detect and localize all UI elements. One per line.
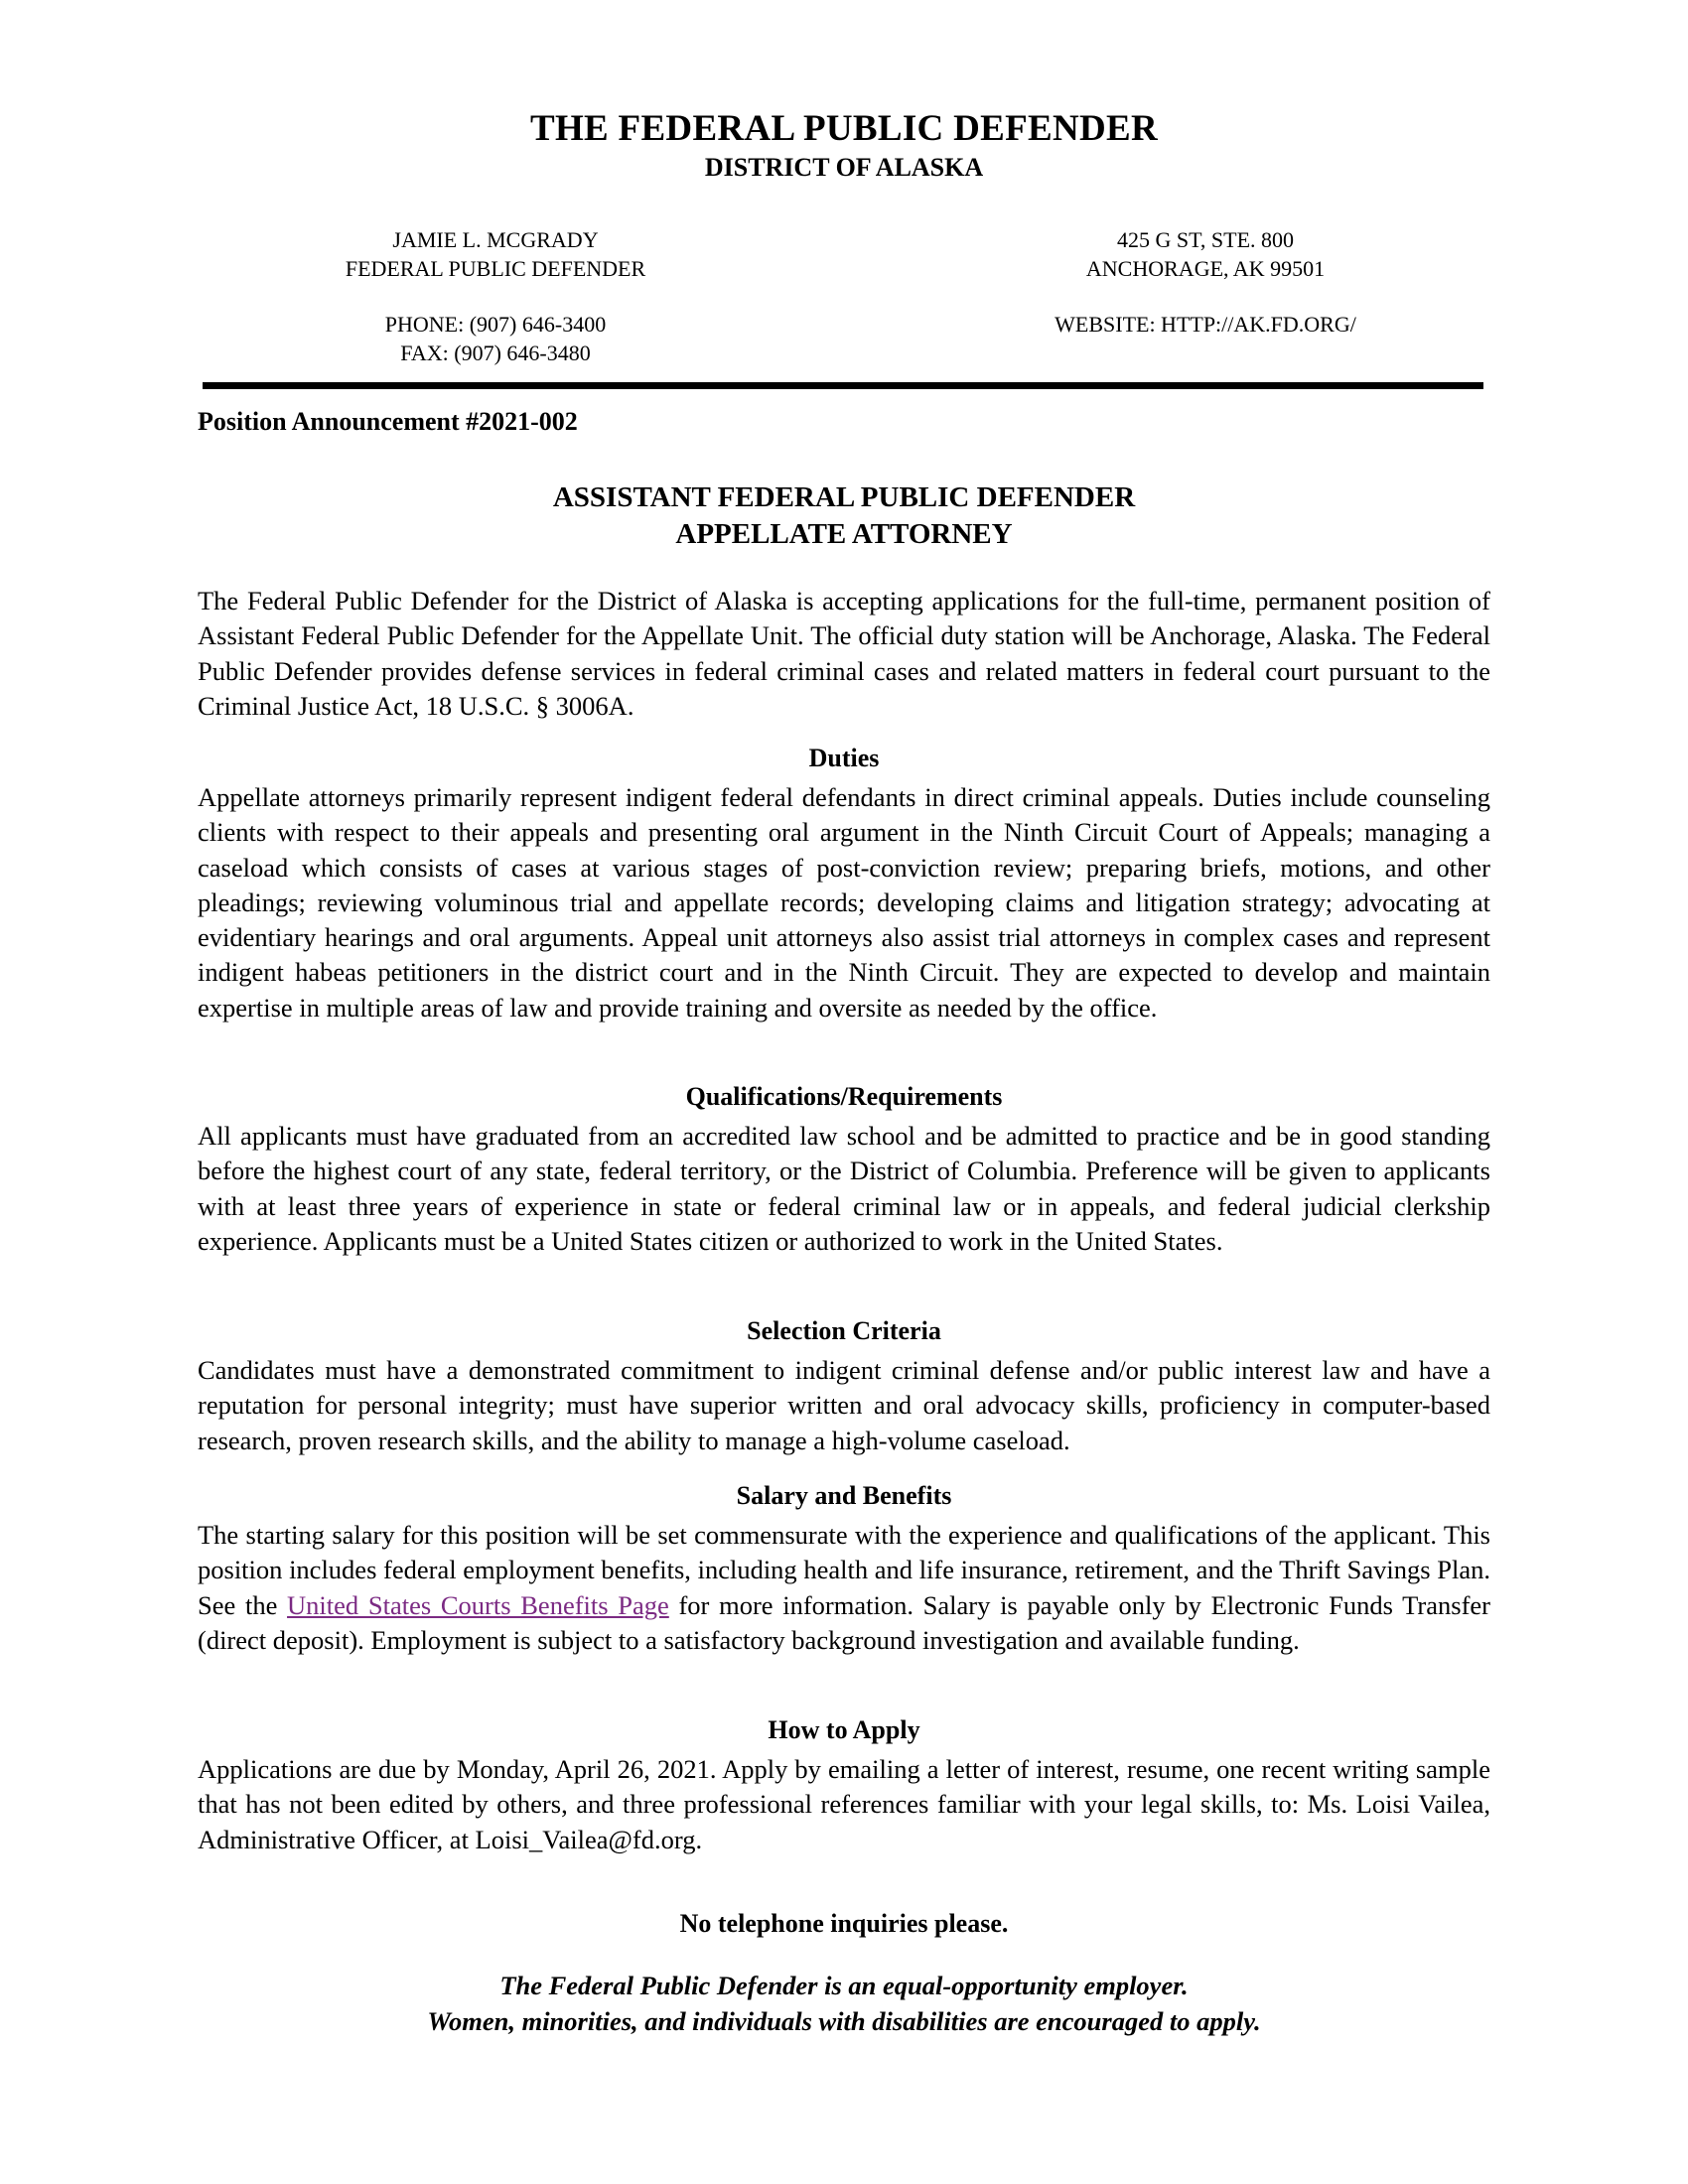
duties-paragraph: Appellate attorneys primarily represent indigent federal defendants in direct criminal appeals. Duties include counseling clients with respect to their appeals and presenting oral argument in the Ninth Circuit Court of Appeals; managing a caseload which consists of cases at various stages of post-conviction review; preparing briefs, motions, and other pleadings; reviewing voluminous trial and appellate records; developing claims and litigation strategy; advocating at evidentiary hearings and oral arguments. Appeal unit attorneys also assist trial attorneys in complex cases and represent indigent habeas petitioners in the district court and in the Ninth Circuit. They are expected to develop and maintain expertise in multiple areas of law and provide training and oversite as needed by the office.: [198, 782, 1490, 1023]
address-block: [977, 225, 1434, 283]
selection-heading: Selection Criteria: [747, 1316, 941, 1345]
position-title: ASSISTANT FEDERAL PUBLIC DEFENDER: [552, 481, 1136, 513]
website-url: WEBSITE: HTTP://AK.FD.ORG/: [1055, 312, 1356, 337]
benefits-page-link[interactable]: United States Courts Benefits Page: [287, 1589, 669, 1620]
announcement-number: Position Announcement #2021-002: [198, 407, 578, 436]
selection-section: [198, 1315, 1490, 1458]
no-telephone-notice: No telephone inquiries please.: [679, 1909, 1009, 1938]
salary-heading: Salary and Benefits: [736, 1481, 952, 1510]
apply-heading: How to Apply: [768, 1715, 920, 1744]
fax-number: FAX: (907) 646-3480: [400, 341, 591, 365]
eeo-statement-line-1: The Federal Public Defender is an equal-opportunity employer.: [499, 1971, 1189, 2000]
defender-name-block: [267, 225, 724, 283]
organization-district: DISTRICT OF ALASKA: [704, 153, 984, 182]
intro-section: [198, 584, 1490, 724]
defender-role: FEDERAL PUBLIC DEFENDER: [345, 256, 646, 281]
salary-paragraph: [198, 1518, 1490, 1658]
phone-number: PHONE: (907) 646-3400: [384, 312, 607, 337]
defender-name: JAMIE L. MCGRADY: [392, 227, 599, 252]
position-subtitle: APPELLATE ATTORNEY: [675, 518, 1013, 550]
duties-heading: Duties: [808, 744, 880, 772]
salary-section: [198, 1480, 1490, 1658]
qualifications-section: [198, 1081, 1490, 1259]
eeo-statement-line-2: Women, minorities, and individuals with disabilities are encouraged to apply.: [427, 2006, 1261, 2036]
organization-title: THE FEDERAL PUBLIC DEFENDER: [529, 108, 1159, 149]
apply-section: [198, 1714, 1490, 1857]
address-city: ANCHORAGE, AK 99501: [1085, 256, 1326, 281]
apply-paragraph: Applications are due by Monday, April 26, 2021. Apply by emailing a letter of interest, resume, one recent writing sample that has not been edited by others, and three professional references familiar with your legal skills, to: Ms. Loisi Vailea, Administrative Officer, at Loisi_Vailea@fd.org.: [198, 1754, 1490, 1854]
address-street: 425 G ST, STE. 800: [1116, 227, 1295, 252]
selection-paragraph: Candidates must have a demonstrated commitment to indigent criminal defense and/or public interest law and have a reputation for personal integrity; must have superior written and oral advocacy skills, proficiency in computer-based research, proven research skills, and the ability to manage a high-volume caseload.: [198, 1355, 1490, 1455]
qualifications-heading: Qualifications/Requirements: [685, 1082, 1003, 1111]
salary-text-before: The starting salary for this position will be set commensurate with the experience and qualifications of the applicant. This position includes federal employment benefits, including health and life insurance, retirement, and the Thrift Savings Plan. See the: [198, 1520, 1490, 1620]
header-divider-thin: [203, 388, 1483, 389]
website-block: [977, 310, 1434, 339]
intro-paragraph: The Federal Public Defender for the District of Alaska is accepting applications for the full-time, permanent position of Assistant Federal Public Defender for the Appellate Unit. The official duty station will be Anchorage, Alaska. The Federal Public Defender provides defense services in federal criminal cases and related matters in federal court pursuant to the Criminal Justice Act, 18 U.S.C. § 3006A.: [198, 586, 1490, 721]
qualifications-paragraph: All applicants must have graduated from an accredited law school and be admitted to practice and be in good standing before the highest court of any state, federal territory, or the District of Columbia. Preference will be given to applicants with at least three years of experience in state or federal criminal law or in appeals, and federal judicial clerkship experience. Applicants must be a United States citizen or authorized to work in the United States.: [198, 1121, 1490, 1256]
duties-section: [198, 743, 1490, 1025]
contact-numbers-block: [267, 310, 724, 367]
salary-text-after: for more information. Salary is payable only by Electronic Funds Transfer (direct deposit). Employment is subject to a satisfactory background investigation and available funding.: [198, 1589, 1490, 1655]
